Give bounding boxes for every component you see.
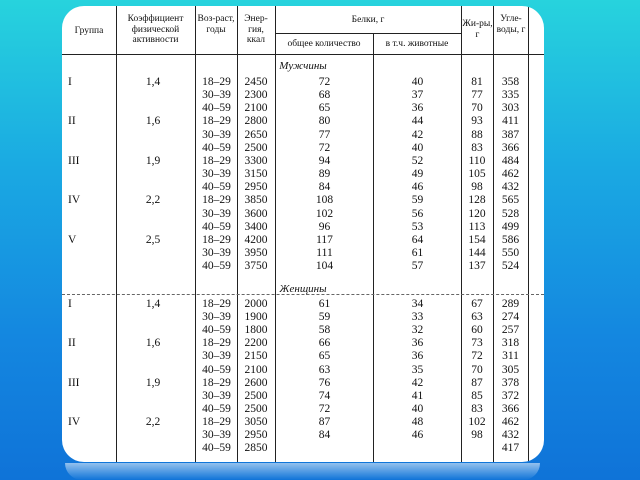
fats-cell: 144 [468,246,486,259]
protein-total-cell: 72 [318,76,331,88]
fats-cell: 81 [471,76,483,88]
fats-cell: 110 [468,154,486,167]
energy-cell: 1800 [244,324,268,337]
carbs-cell: 462 [501,415,520,428]
protein-total-cell: 72 [318,402,331,415]
fats-cell: 98 [471,429,483,441]
fats-cell: 102 [468,415,486,428]
age-cell: 30–39 [202,246,231,259]
protein-total-cell: 63 [318,363,331,376]
protein-animal-cell: 49 [411,168,424,181]
energy-cell: 2500 [244,141,268,154]
header-fats: Жи-ры, г [462,19,493,40]
fats-cell: 128 [468,194,486,207]
protein-animal-cell: 46 [411,181,424,194]
protein-total-cell: 77 [318,128,331,141]
protein-animal-cell: 57 [411,260,424,273]
energy-cell: 2650 [244,128,268,141]
fats-cell: 72 [471,350,483,363]
fats-cell: 120 [468,207,486,220]
protein-animal-cell: 34 [411,298,424,310]
protein-animal-cell: 52 [411,154,424,167]
coefficient-cell: 1,4 [145,76,161,88]
protein-animal-cell: 64 [411,233,424,246]
carbs-cell: 417 [501,442,520,455]
header-energy: Энер-гия, ккал [244,14,268,45]
fats-cell: 85 [471,389,483,402]
energy-cell: 3400 [244,220,268,233]
table-row [62,155,544,168]
carbs-cell: 550 [501,246,520,259]
fats-cell: 113 [468,220,486,233]
group-cell: II [68,115,76,128]
carbs-cell: 524 [501,260,520,273]
table-row [62,129,544,142]
energy-cell: 3850 [244,194,268,207]
fats-cell: 77 [471,89,483,102]
fats-cell: 154 [468,233,486,246]
table-row [62,221,544,234]
protein-animal-cell: 42 [411,376,424,389]
document-page [62,6,544,462]
protein-animal-cell: 36 [411,337,424,350]
fats-cell: 137 [468,260,486,273]
protein-animal-cell: 37 [411,89,424,102]
energy-cell: 3150 [244,168,268,181]
protein-total-cell: 58 [318,324,331,337]
carbs-cell: 411 [502,115,519,128]
coefficient-cell: 1,9 [145,154,161,167]
carbs-cell: 528 [501,207,520,220]
protein-total-cell: 104 [315,260,334,273]
nutrition-table [62,6,544,462]
fats-cell: 83 [471,141,483,154]
carbs-cell: 366 [501,141,520,154]
protein-total-cell: 108 [315,194,334,207]
coefficient-cell: 2,5 [145,233,161,246]
group-cell: III [68,376,80,389]
protein-animal-cell: 33 [411,311,424,324]
protein-total-cell: 96 [318,220,331,233]
protein-total-cell: 61 [318,298,331,310]
carbs-cell: 372 [501,389,520,402]
protein-animal-cell: 35 [411,363,424,376]
protein-total-cell: 66 [318,337,331,350]
energy-cell: 3750 [244,260,268,273]
age-cell: 18–29 [202,76,231,88]
table-row [62,234,544,247]
energy-cell: 2500 [244,402,268,415]
carbs-cell: 305 [501,363,520,376]
age-cell: 18–29 [202,115,231,128]
age-cell: 30–39 [202,311,231,324]
protein-total-cell: 59 [318,311,331,324]
table-row [62,142,544,155]
fats-cell: 83 [471,402,483,415]
energy-cell: 4200 [244,233,268,246]
fats-cell: 63 [471,311,483,324]
age-cell: 18–29 [202,154,231,167]
protein-total-cell: 117 [316,233,333,246]
age-cell: 40–59 [202,402,231,415]
fats-cell: 93 [471,115,483,128]
age-cell: 40–59 [202,260,231,273]
protein-total-cell: 84 [318,429,331,441]
age-cell: 18–29 [202,415,231,428]
protein-total-cell: 68 [318,89,331,102]
coefficient-cell: 1,4 [145,298,161,310]
age-cell: 18–29 [202,337,231,350]
carbs-cell: 274 [501,311,520,324]
energy-cell: 2600 [244,376,268,389]
age-cell: 30–39 [202,207,231,220]
protein-animal-cell: 32 [411,324,424,337]
age-cell: 30–39 [202,429,231,441]
carbs-cell: 335 [501,89,520,102]
carbs-cell: 311 [502,350,519,363]
protein-total-cell: 87 [318,415,331,428]
page-reflection [65,463,540,480]
energy-cell: 3950 [244,246,268,259]
fats-cell: 67 [471,298,483,310]
table-row [62,102,544,115]
energy-cell: 3050 [244,415,268,428]
table-row [62,416,544,429]
protein-animal-cell: 41 [411,389,424,402]
energy-cell: 2850 [244,442,268,455]
protein-total-cell: 80 [318,115,331,128]
protein-total-cell: 111 [316,246,333,259]
carbs-cell: 432 [501,429,520,441]
section-title-men: Мужчины [279,60,327,72]
header-protein-total: общее количество [287,39,361,49]
header-carbs: Угле-воды, г [496,14,526,35]
table-row [62,208,544,221]
protein-total-cell: 94 [318,154,331,167]
protein-animal-cell: 48 [411,415,424,428]
age-cell: 30–39 [202,168,231,181]
age-cell: 30–39 [202,128,231,141]
protein-total-cell: 72 [318,141,331,154]
energy-cell: 1900 [244,311,268,324]
coefficient-cell: 2,2 [145,415,161,428]
protein-animal-cell: 61 [411,246,424,259]
energy-cell: 2950 [244,429,268,441]
table-row [62,429,544,442]
carbs-cell: 499 [501,220,520,233]
table-row [62,311,544,324]
protein-animal-cell: 42 [411,128,424,141]
carbs-cell: 318 [501,337,520,350]
fats-cell: 105 [468,168,486,181]
fats-cell: 70 [471,363,483,376]
protein-animal-cell: 40 [411,76,424,88]
section-title-women: Женщины [279,283,327,295]
age-cell: 40–59 [202,363,231,376]
energy-cell: 2100 [244,102,268,115]
header-age: Воз-раст, годы [197,14,235,35]
energy-cell: 2950 [244,181,268,194]
age-cell: 30–39 [202,89,231,102]
carbs-cell: 432 [501,181,520,194]
table-row [62,89,544,102]
energy-cell: 2200 [244,337,268,350]
energy-cell: 2800 [244,115,268,128]
protein-total-cell: 84 [318,181,331,194]
header-proteins: Белки, г [351,15,385,25]
coefficient-cell: 2,2 [145,194,161,207]
age-cell: 40–59 [202,220,231,233]
carbs-cell: 565 [501,194,520,207]
age-cell: 40–59 [202,102,231,115]
energy-cell: 2300 [244,89,268,102]
header-protein-animal: в т.ч. животные [385,39,449,49]
table-row [62,115,544,128]
table-row [62,168,544,181]
age-cell: 18–29 [202,233,231,246]
energy-cell: 2000 [244,298,268,310]
fats-cell: 73 [471,337,483,350]
group-cell: I [68,298,72,310]
carbs-cell: 257 [501,324,520,337]
table-row [62,337,544,350]
table-row [62,194,544,207]
age-cell: 40–59 [202,141,231,154]
header-bottom-rule [62,54,544,55]
fats-cell: 70 [471,102,483,115]
table-row [62,350,544,363]
age-cell: 18–29 [202,376,231,389]
protein-animal-cell: 46 [411,429,424,441]
age-cell: 40–59 [202,181,231,194]
protein-animal-cell: 44 [411,115,424,128]
protein-animal-cell: 53 [411,220,424,233]
carbs-cell: 366 [501,402,520,415]
group-cell: IV [68,194,81,207]
protein-animal-cell: 40 [411,402,424,415]
protein-total-cell: 65 [318,102,331,115]
table-row [62,181,544,194]
age-cell: 30–39 [202,389,231,402]
protein-animal-cell: 36 [411,102,424,115]
group-cell: V [68,233,77,246]
group-cell: II [68,337,76,350]
energy-cell: 2100 [244,363,268,376]
table-row [62,403,544,416]
group-cell: III [68,154,80,167]
table-row [62,390,544,403]
protein-total-cell: 65 [318,350,331,363]
protein-animal-cell: 56 [411,207,424,220]
carbs-cell: 387 [501,128,520,141]
group-cell: I [68,76,72,88]
age-cell: 40–59 [202,324,231,337]
table-row [62,260,544,273]
fats-cell: 88 [471,128,483,141]
table-row [62,442,544,455]
age-cell: 40–59 [202,442,231,455]
age-cell: 18–29 [202,194,231,207]
carbs-cell: 462 [501,168,520,181]
age-cell: 30–39 [202,350,231,363]
coefficient-cell: 1,6 [145,115,161,128]
carbs-cell: 303 [501,102,520,115]
proteins-subheader-rule [275,33,461,34]
carbs-cell: 586 [501,233,520,246]
table-row [62,247,544,260]
protein-animal-cell: 59 [411,194,424,207]
coefficient-cell: 1,9 [145,376,161,389]
energy-cell: 2500 [244,389,268,402]
energy-cell: 3300 [244,154,268,167]
table-row [62,364,544,377]
header-coefficient: Коэффициент физической активности [127,14,184,45]
group-cell: IV [68,415,81,428]
fats-cell: 60 [471,324,483,337]
carbs-cell: 358 [501,76,520,88]
carbs-cell: 378 [501,376,520,389]
protein-total-cell: 74 [318,389,331,402]
energy-cell: 2150 [244,350,268,363]
table-row [62,377,544,390]
coefficient-cell: 1,6 [145,337,161,350]
table-row [62,324,544,337]
fats-cell: 98 [471,181,483,194]
header-group: Группа [74,26,104,36]
carbs-cell: 289 [501,298,520,310]
table-row [62,76,544,89]
protein-animal-cell: 36 [411,350,424,363]
energy-cell: 3600 [244,207,268,220]
protein-total-cell: 102 [315,207,334,220]
energy-cell: 2450 [244,76,268,88]
fats-cell: 87 [471,376,483,389]
protein-total-cell: 89 [318,168,331,181]
table-row [62,298,544,311]
carbs-cell: 484 [501,154,520,167]
age-cell: 18–29 [202,298,231,310]
protein-animal-cell: 40 [411,141,424,154]
protein-total-cell: 76 [318,376,331,389]
